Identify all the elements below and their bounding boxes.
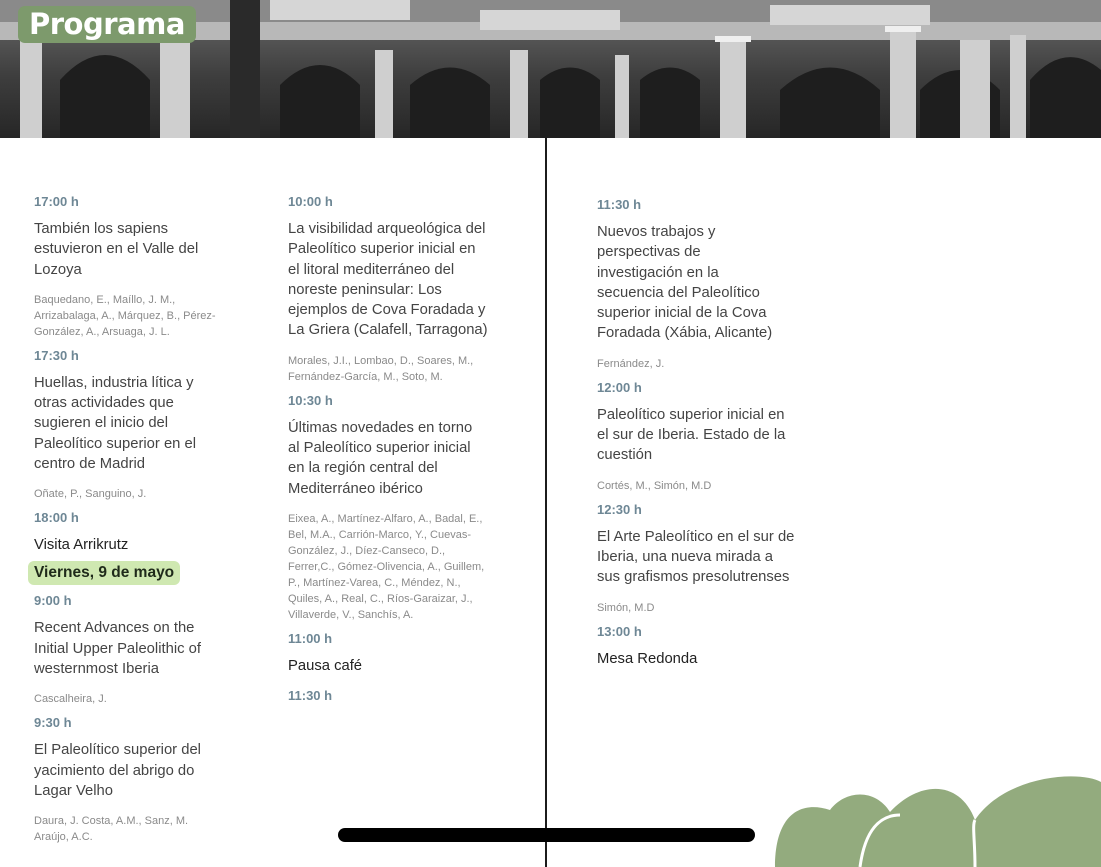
talk-authors: Fernández, J.: [597, 357, 665, 370]
schedule-column-1: [34, 186, 234, 845]
page-title: Programa: [18, 6, 196, 43]
time-label: 10:00 h: [288, 194, 333, 209]
talk-title: El Paleolítico superior del yacimiento del abrigo do Lagar Velho: [34, 742, 201, 799]
time-label: 17:00 h: [34, 194, 79, 209]
day-heading: Viernes, 9 de mayo: [28, 561, 180, 585]
horizontal-scrollbar[interactable]: [338, 828, 755, 842]
time-label: 10:30 h: [288, 392, 333, 408]
time-label: 18:00 h: [34, 510, 79, 526]
time-label: 9:30 h: [34, 715, 72, 731]
talk-authors: Eixea, A., Martínez-Alfaro, A., Badal, E., Bel, M.A., Carrión-Marco, Y., Cuevas-González, J., Díez-Canseco, D., Ferrer,C., Gómez-Olivencia, A., Guillem, P., Martínez-Varea, C., Méndez, N., Quiles, A., Real, C., Ríos-Garaizar, J., Villaverde, V., Sanchís, A.: [288, 512, 485, 621]
talk-authors: Oñate, P., Sanguino, J.: [34, 488, 147, 501]
time-label: 11:30 h: [288, 687, 333, 703]
talk-authors: Cortés, M., Simón, M.D: [597, 479, 712, 492]
header-photo: [0, 0, 1101, 138]
time-label: 9:00 h: [34, 593, 72, 609]
schedule-column-3: [597, 189, 797, 669]
column-divider: [545, 138, 547, 867]
talk-authors: Cascalheira, J.: [34, 693, 107, 706]
talk-title: Huellas, industria lítica y otras actividades que sugieren el inicio del Paleolítico superior en el centro de Madrid: [34, 374, 197, 473]
talk-title: Nuevos trabajos y perspectivas de investigación en la secuencia del Paleolítico superior inicial de la Cova Foradada (Xábia, Alicante): [597, 224, 773, 342]
schedule-column-2: [288, 186, 488, 703]
time-label: 17:30 h: [34, 347, 79, 363]
talk-title: La visibilidad arqueológica del Paleolítico superior inicial en el litoral mediterráneo del noreste peninsular: Los ejemplos de Cova Foradada y La Griera (Calafell, Tarragona): [288, 221, 488, 339]
talk-title: Pausa café: [288, 657, 363, 674]
talk-authors: Morales, J.I., Lombao, D., Soares, M., Fernández-García, M., Soto, M.: [288, 354, 474, 383]
time-label: 11:00 h: [288, 630, 333, 646]
talk-authors: Baquedano, E., Maíllo, J. M., Arrizabalaga, A., Márquez, B., Pérez-González, A., Arsuaga, J. L.: [34, 293, 216, 338]
talk-title: Últimas novedades en torno al Paleolítico superior inicial en la región central del Mediterráneo ibérico: [288, 419, 473, 497]
decorative-leaves: [760, 770, 1101, 867]
talk-title: Mesa Redonda: [597, 650, 698, 667]
time-label: 12:30 h: [597, 501, 642, 517]
talk-title: Visita Arrikrutz: [34, 537, 129, 554]
talk-title: El Arte Paleolítico en el sur de Iberia, una nueva mirada a sus grafismos presolutrenses: [597, 528, 795, 586]
talk-authors: Simón, M.D: [597, 601, 655, 614]
talk-title: Paleolítico superior inicial en el sur de Iberia. Estado de la cuestión: [597, 406, 786, 464]
time-label: 12:00 h: [597, 379, 642, 395]
talk-authors: Daura, J. Costa, A.M., Sanz, M. Araújo, A.C.: [34, 815, 189, 844]
talk-title: Recent Advances on the Initial Upper Paleolithic of westernmost Iberia: [34, 620, 201, 677]
talk-title: También los sapiens estuvieron en el Valle del Lozoya: [34, 221, 199, 278]
time-label: 11:30 h: [597, 197, 642, 212]
time-label: 13:00 h: [597, 623, 642, 639]
